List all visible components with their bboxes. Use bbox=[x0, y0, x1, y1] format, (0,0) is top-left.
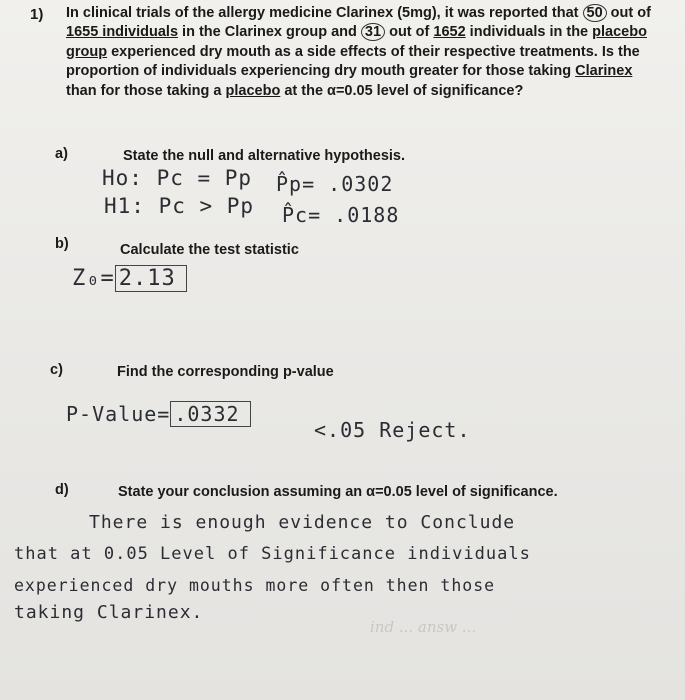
question-segment: 1652 bbox=[433, 24, 466, 41]
question-segment: at the α=0.05 level of significance? bbox=[280, 82, 524, 99]
part-d-label: d) bbox=[55, 482, 69, 498]
part-b-prompt: Calculate the test statistic bbox=[120, 242, 299, 258]
conclusion-line-1: There is enough evidence to Conclude bbox=[89, 512, 516, 533]
question-segment: placebo group bbox=[66, 24, 647, 60]
question-segment: out of bbox=[385, 24, 434, 41]
part-c-prompt: Find the corresponding p-value bbox=[117, 364, 334, 380]
part-b-label: b) bbox=[55, 236, 69, 252]
test-statistic bbox=[72, 266, 187, 291]
question-segment: than for those taking a bbox=[66, 82, 226, 99]
part-a-prompt: State the null and alternative hypothesis. bbox=[123, 148, 406, 164]
conclusion-line-2: that at 0.05 Level of Significance individuals bbox=[14, 544, 531, 564]
question-segment: in the Clarinex group and bbox=[178, 24, 361, 41]
clarinex-proportion: P̂c= .0188 bbox=[282, 203, 400, 227]
z-value-box: 2.13 bbox=[115, 265, 187, 292]
p-value-box: .0332 bbox=[170, 401, 250, 427]
question-segment: In clinical trials of the allergy medicine Clarinex (5mg), it was reported that bbox=[66, 5, 583, 21]
p-value-answer bbox=[66, 402, 251, 426]
part-a-label: a) bbox=[55, 146, 68, 162]
reject-note: <.05 Reject. bbox=[314, 418, 471, 442]
conclusion-line-4: taking Clarinex. bbox=[14, 602, 204, 623]
conclusion-line-3: experienced dry mouths more often then those bbox=[14, 576, 496, 595]
question-segment: out of bbox=[606, 5, 651, 21]
placebo-proportion: P̂p= .0302 bbox=[276, 172, 394, 196]
p-value-label: P-Value= bbox=[66, 402, 171, 426]
null-hypothesis: Ho: Pc = Pp bbox=[102, 166, 253, 190]
question-segment: individuals in the bbox=[465, 24, 593, 41]
question-segment: Clarinex bbox=[575, 63, 633, 80]
question-segment: placebo bbox=[225, 82, 281, 99]
part-d-prompt: State your conclusion assuming an α=0.05 level of significance. bbox=[118, 484, 558, 500]
faint-bleed-through-text: ind ... answ ... bbox=[370, 618, 477, 636]
alternative-hypothesis: H1: Pc > Pp bbox=[104, 194, 255, 218]
part-c-label: c) bbox=[50, 362, 63, 378]
question-text bbox=[66, 4, 656, 101]
question-number: 1) bbox=[30, 6, 44, 23]
question-segment: experienced dry mouth as a side effects of their respective treatments. Is the proportion of individuals experiencing dry mouth greater for those taking bbox=[66, 43, 640, 80]
question-segment: 1655 individuals bbox=[66, 24, 179, 41]
question-segment: 31 bbox=[361, 23, 385, 41]
question-segment: 50 bbox=[583, 4, 607, 22]
z-label: Z₀= bbox=[72, 266, 115, 291]
